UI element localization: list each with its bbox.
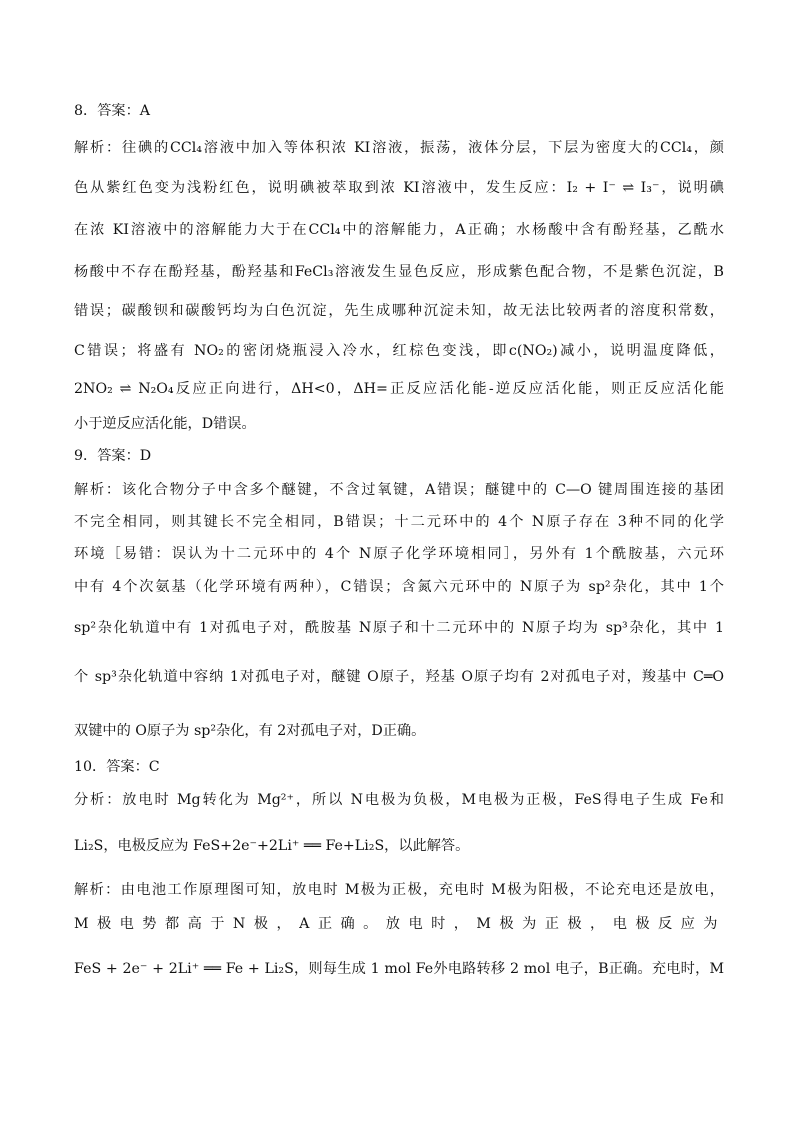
answer-10-analysis-line-1: 分析：放电时 Mg转化为 Mg²⁺，所以 N电极为负极，M电极为正极，FeS得电子生成 Fe和 (74, 792, 724, 808)
answer-8-analysis-line-1: 解析：往碘的CCl₄溶液中加入等体积浓 KI溶液，振荡，液体分层，下层为密度大的CCl₄，颜 (74, 140, 724, 156)
answer-8-analysis-line-6: C错误；将盛有 NO₂的密闭烧瓶浸入冷水，红棕色变浅，即c(NO₂)减小，说明温度降低， (74, 343, 724, 359)
answer-10-analysis-line-2: Li₂S，电极反应为 FeS+2e⁻+2Li⁺ ══ Fe+Li₂S，以此解答。 (74, 838, 470, 854)
answer-9-analysis-line-2: 不完全相同，则其键长不完全相同，B错误；十二元环中的 4个 N原子存在 3种不同的化学 (74, 514, 724, 530)
answer-8-analysis-line-4: 杨酸中不存在酚羟基，酚羟基和FeCl₃溶液发生显色反应，形成紫色配合物，不是紫色沉淀，B (74, 264, 724, 280)
answer-8-analysis-line-2: 色从紫红色变为浅粉红色，说明碘被萃取到浓 KI溶液中，发生反应：I₂ + I⁻ ⇌ I₃⁻，说明碘 (74, 180, 724, 196)
answer-9-analysis-line-7: 双键中的 O原子为 sp²杂化，有 2对孤电子对，D正确。 (74, 723, 426, 739)
answer-9-analysis-line-4: 中有 4个次氨基（化学环境有两种），C错误；含氮六元环中的 N原子为 sp²杂化，其中 1个 (74, 579, 724, 595)
answer-9-analysis-line-5: sp²杂化轨道中有 1对孤电子对，酰胺基 N原子和十二元环中的 N原子均为 sp³杂化，其中 1 (74, 620, 724, 636)
answer-9-analysis-line-6: 个 sp³杂化轨道中容纳 1对孤电子对，醚键 O原子，羟基 O原子均有 2对孤电子对，羧基中 C═O (74, 669, 724, 685)
answer-8-analysis-line-8: 小于逆反应活化能，D错误。 (74, 416, 256, 432)
answer-8-analysis-line-5: 错误；碳酸钡和碳酸钙均为白色沉淀，先生成哪种沉淀未知，故无法比较两者的溶度积常数， (74, 303, 724, 319)
answer-10-explanation-line-3: FeS + 2e⁻ + 2Li⁺ ══ Fe + Li₂S，则每生成 1 mol Fe外电路转移 2 mol 电子，B正确。充电时，M (74, 961, 724, 977)
answer-8-heading: 8．答案：A (74, 103, 151, 119)
answer-8-analysis-line-3: 在浓 KI溶液中的溶解能力大于在CCl₄中的溶解能力，A正确；水杨酸中含有酚羟基，乙酰水 (74, 222, 724, 238)
answer-9-analysis-line-3: 环境［易错：误认为十二元环中的 4个 N原子化学环境相同］，另外有 1个酰胺基，六元环 (74, 546, 724, 562)
answer-10-explanation-line-2: M极电势都高于N极，A正确。放电时，M极为正极，电极反应为 (74, 916, 724, 932)
answer-9-heading: 9．答案：D (74, 448, 152, 464)
answer-8-analysis-line-7: 2NO₂ ⇌ N₂O₄反应正向进行，ΔH<0，ΔH=正反应活化能-逆反应活化能，则正反应活化能 (74, 381, 724, 397)
answer-9-analysis-line-1: 解析：该化合物分子中含多个醚键，不含过氧键，A错误；醚键中的 C—O 键周围连接的基团 (74, 482, 724, 498)
answer-10-explanation-line-1: 解析：由电池工作原理图可知，放电时 M极为正极，充电时 M极为阳极，不论充电还是放电， (74, 882, 724, 898)
answer-10-heading: 10．答案：C (74, 759, 160, 775)
